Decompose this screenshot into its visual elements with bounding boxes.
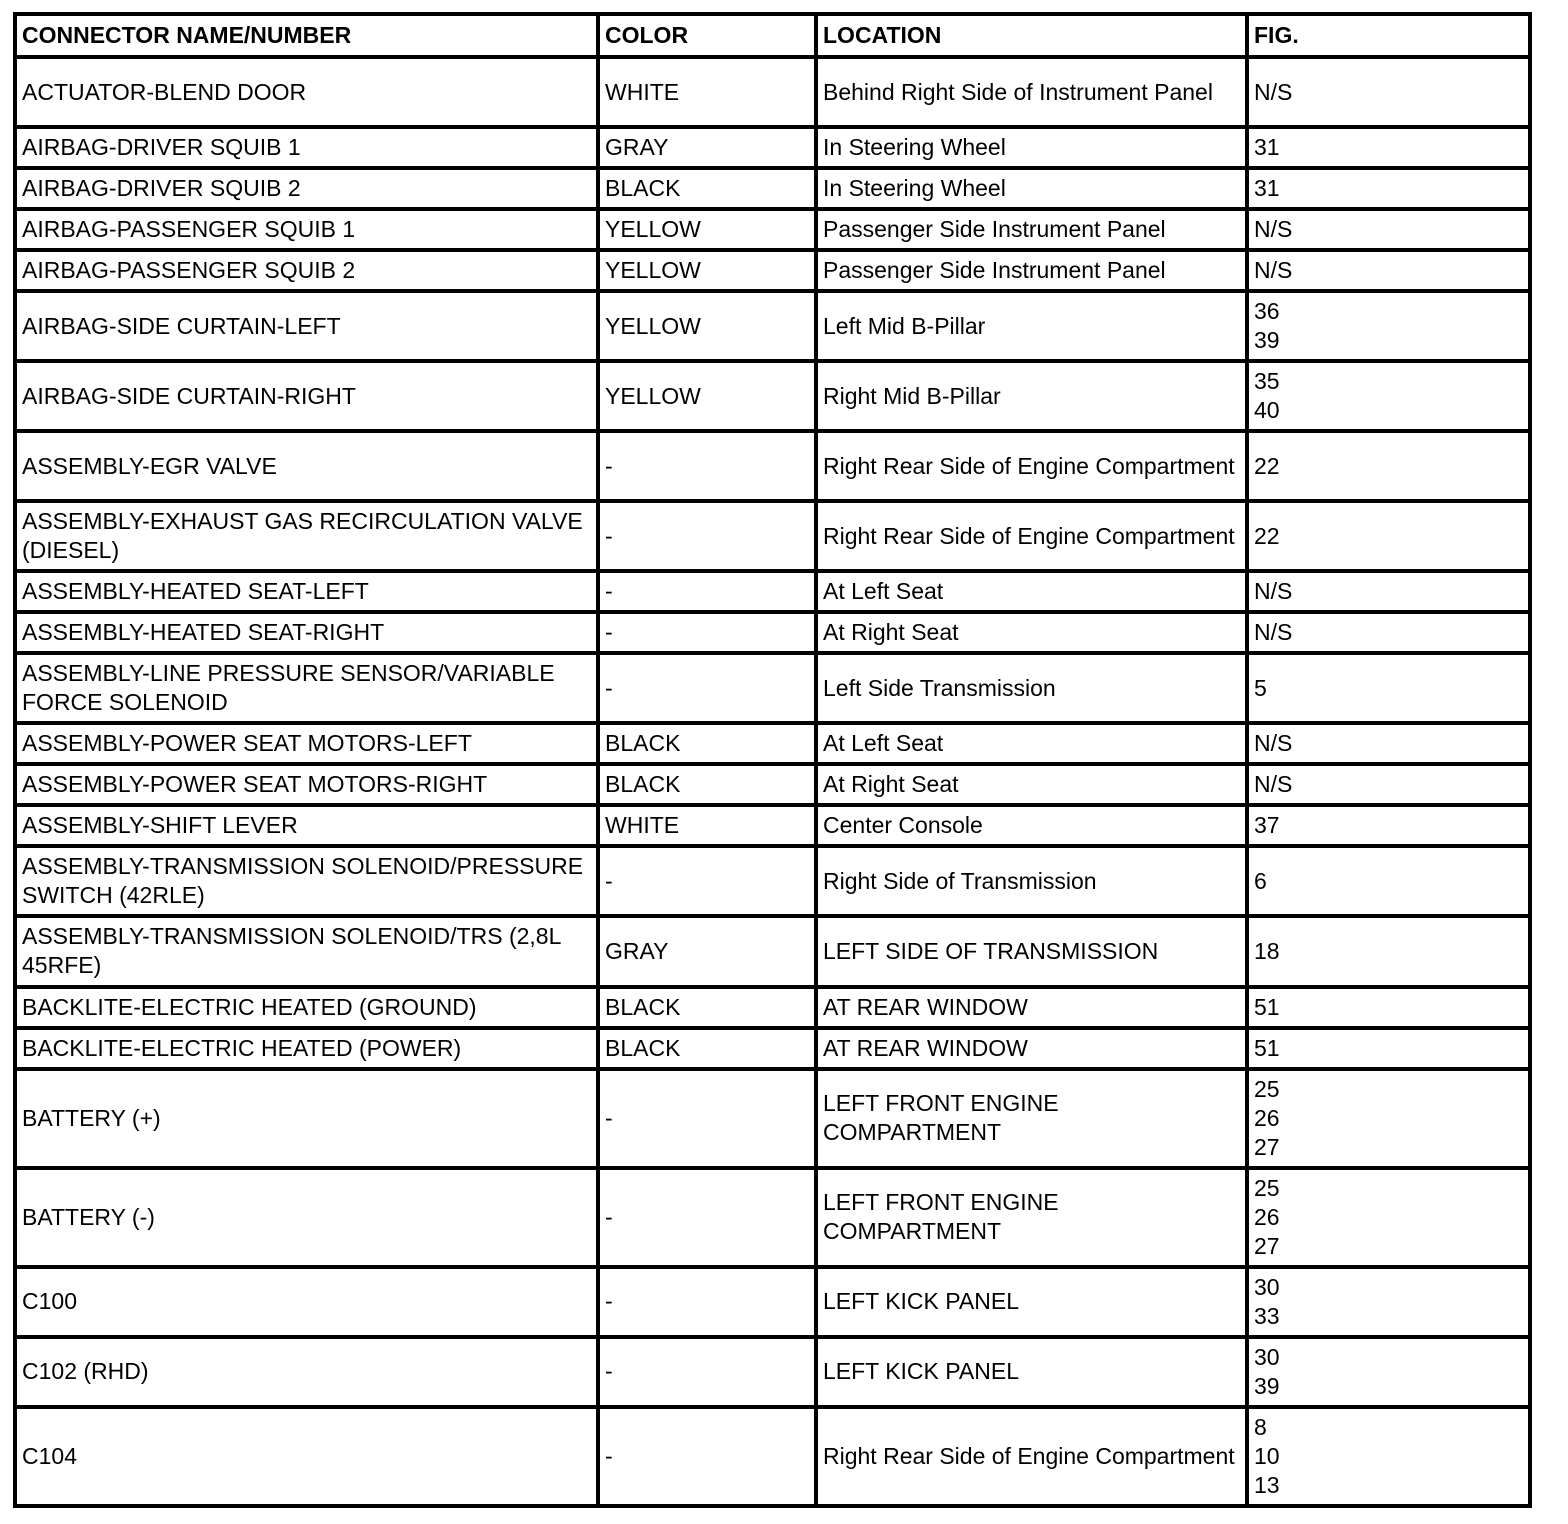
fig-cell: [1247, 571, 1530, 612]
location-cell: Left Side Transmission: [816, 653, 1247, 723]
color-cell: -: [598, 846, 816, 916]
color-cell: BLACK: [598, 987, 816, 1028]
fig-number: 26: [1254, 1104, 1280, 1131]
color-cell: GRAY: [598, 916, 816, 986]
connector-name-cell: AIRBAG-PASSENGER SQUIB 1: [15, 209, 598, 250]
fig-number: N/S: [1254, 730, 1293, 757]
fig-cell: [1247, 431, 1530, 501]
header-connector-name: CONNECTOR NAME/NUMBER: [15, 14, 598, 57]
fig-number: 18: [1254, 937, 1280, 964]
connector-name-cell: ASSEMBLY-SHIFT LEVER: [15, 805, 598, 846]
location-cell: Right Mid B-Pillar: [816, 361, 1247, 431]
fig-number: 26: [1254, 1203, 1280, 1230]
connector-name-cell: AIRBAG-DRIVER SQUIB 1: [15, 127, 598, 168]
fig-number: 25: [1254, 1075, 1280, 1102]
fig-number: 30: [1254, 1343, 1280, 1370]
location-cell: LEFT FRONT ENGINE COMPARTMENT: [816, 1069, 1247, 1168]
connector-name-cell: ASSEMBLY-LINE PRESSURE SENSOR/VARIABLE FORCE SOLENOID: [15, 653, 598, 723]
fig-number: 13: [1254, 1471, 1280, 1498]
color-cell: GRAY: [598, 127, 816, 168]
color-cell: BLACK: [598, 764, 816, 805]
fig-number: 22: [1254, 522, 1280, 549]
fig-cell: [1247, 805, 1530, 846]
table-row: [15, 653, 1530, 723]
fig-number: 51: [1254, 993, 1280, 1020]
location-cell: Right Rear Side of Engine Compartment: [816, 501, 1247, 571]
fig-number: 51: [1254, 1034, 1280, 1061]
color-cell: -: [598, 571, 816, 612]
location-cell: In Steering Wheel: [816, 127, 1247, 168]
table-row: [15, 1028, 1530, 1069]
location-cell: LEFT FRONT ENGINE COMPARTMENT: [816, 1168, 1247, 1267]
fig-cell: [1247, 1028, 1530, 1069]
fig-number: 31: [1254, 134, 1280, 161]
location-cell: AT REAR WINDOW: [816, 987, 1247, 1028]
fig-number: 22: [1254, 452, 1280, 479]
table-row: [15, 723, 1530, 764]
location-cell: Right Side of Transmission: [816, 846, 1247, 916]
fig-cell: [1247, 501, 1530, 571]
fig-number: 35: [1254, 368, 1280, 395]
fig-number: 37: [1254, 812, 1280, 839]
connector-name-cell: ASSEMBLY-POWER SEAT MOTORS-RIGHT: [15, 764, 598, 805]
fig-number: 39: [1254, 327, 1280, 354]
fig-cell: [1247, 168, 1530, 209]
table-row: [15, 431, 1530, 501]
fig-cell: [1247, 291, 1530, 361]
fig-cell: [1247, 916, 1530, 986]
color-cell: -: [598, 501, 816, 571]
connector-name-cell: ASSEMBLY-HEATED SEAT-LEFT: [15, 571, 598, 612]
fig-cell: [1247, 1069, 1530, 1168]
header-location: LOCATION: [816, 14, 1247, 57]
fig-number: 10: [1254, 1442, 1280, 1469]
connector-name-cell: AIRBAG-DRIVER SQUIB 2: [15, 168, 598, 209]
color-cell: -: [598, 653, 816, 723]
connector-name-cell: AIRBAG-SIDE CURTAIN-LEFT: [15, 291, 598, 361]
color-cell: -: [598, 612, 816, 653]
fig-cell: [1247, 1337, 1530, 1407]
connector-name-cell: C100: [15, 1267, 598, 1337]
color-cell: BLACK: [598, 168, 816, 209]
fig-cell: [1247, 846, 1530, 916]
table-row: [15, 1337, 1530, 1407]
fig-number: 27: [1254, 1232, 1280, 1259]
location-cell: At Right Seat: [816, 764, 1247, 805]
header-color: COLOR: [598, 14, 816, 57]
fig-number: 36: [1254, 298, 1280, 325]
connector-name-cell: BATTERY (+): [15, 1069, 598, 1168]
location-cell: In Steering Wheel: [816, 168, 1247, 209]
location-cell: Right Rear Side of Engine Compartment: [816, 1407, 1247, 1506]
fig-cell: [1247, 987, 1530, 1028]
table-row: [15, 291, 1530, 361]
connector-name-cell: ACTUATOR-BLEND DOOR: [15, 57, 598, 127]
table-row: [15, 361, 1530, 431]
header-row: [15, 14, 1530, 57]
fig-number: 6: [1254, 867, 1267, 894]
connector-table: [13, 12, 1532, 1508]
connector-name-cell: ASSEMBLY-TRANSMISSION SOLENOID/PRESSURE SWITCH (42RLE): [15, 846, 598, 916]
fig-number: 25: [1254, 1174, 1280, 1201]
location-cell: At Left Seat: [816, 723, 1247, 764]
location-cell: At Right Seat: [816, 612, 1247, 653]
fig-cell: [1247, 1267, 1530, 1337]
location-cell: Passenger Side Instrument Panel: [816, 209, 1247, 250]
table-row: [15, 1267, 1530, 1337]
connector-name-cell: AIRBAG-SIDE CURTAIN-RIGHT: [15, 361, 598, 431]
fig-number: 8: [1254, 1413, 1267, 1440]
location-cell: Passenger Side Instrument Panel: [816, 250, 1247, 291]
fig-number: N/S: [1254, 771, 1293, 798]
table-row: [15, 250, 1530, 291]
color-cell: YELLOW: [598, 209, 816, 250]
location-cell: LEFT SIDE OF TRANSMISSION: [816, 916, 1247, 986]
connector-name-cell: ASSEMBLY-POWER SEAT MOTORS-LEFT: [15, 723, 598, 764]
fig-number: 27: [1254, 1133, 1280, 1160]
table-row: [15, 209, 1530, 250]
connector-name-cell: ASSEMBLY-EXHAUST GAS RECIRCULATION VALVE (DIESEL): [15, 501, 598, 571]
connector-name-cell: BACKLITE-ELECTRIC HEATED (GROUND): [15, 987, 598, 1028]
table-row: [15, 501, 1530, 571]
location-cell: LEFT KICK PANEL: [816, 1337, 1247, 1407]
color-cell: YELLOW: [598, 361, 816, 431]
color-cell: -: [598, 1407, 816, 1506]
color-cell: YELLOW: [598, 291, 816, 361]
fig-number: 33: [1254, 1302, 1280, 1329]
fig-number: N/S: [1254, 216, 1293, 243]
color-cell: BLACK: [598, 723, 816, 764]
connector-name-cell: BACKLITE-ELECTRIC HEATED (POWER): [15, 1028, 598, 1069]
color-cell: -: [598, 431, 816, 501]
color-cell: WHITE: [598, 57, 816, 127]
fig-cell: [1247, 653, 1530, 723]
fig-cell: [1247, 1168, 1530, 1267]
fig-number: N/S: [1254, 78, 1293, 105]
fig-number: N/S: [1254, 257, 1293, 284]
fig-number: 5: [1254, 674, 1267, 701]
connector-name-cell: BATTERY (-): [15, 1168, 598, 1267]
table-row: [15, 168, 1530, 209]
fig-number: 39: [1254, 1372, 1280, 1399]
location-cell: AT REAR WINDOW: [816, 1028, 1247, 1069]
table-row: [15, 1168, 1530, 1267]
fig-cell: [1247, 250, 1530, 291]
table-row: [15, 916, 1530, 986]
table-row: [15, 1407, 1530, 1506]
connector-name-cell: ASSEMBLY-HEATED SEAT-RIGHT: [15, 612, 598, 653]
fig-cell: [1247, 127, 1530, 168]
color-cell: -: [598, 1267, 816, 1337]
connector-name-cell: ASSEMBLY-TRANSMISSION SOLENOID/TRS (2,8L 45RFE): [15, 916, 598, 986]
connector-name-cell: C104: [15, 1407, 598, 1506]
fig-cell: [1247, 57, 1530, 127]
location-cell: LEFT KICK PANEL: [816, 1267, 1247, 1337]
location-cell: Right Rear Side of Engine Compartment: [816, 431, 1247, 501]
header-fig: FIG.: [1247, 14, 1530, 57]
fig-cell: [1247, 209, 1530, 250]
color-cell: YELLOW: [598, 250, 816, 291]
table-row: [15, 1069, 1530, 1168]
fig-cell: [1247, 764, 1530, 805]
table-row: [15, 764, 1530, 805]
connector-name-cell: ASSEMBLY-EGR VALVE: [15, 431, 598, 501]
fig-number: N/S: [1254, 578, 1293, 605]
location-cell: Behind Right Side of Instrument Panel: [816, 57, 1247, 127]
table-row: [15, 805, 1530, 846]
table-row: [15, 127, 1530, 168]
location-cell: At Left Seat: [816, 571, 1247, 612]
fig-cell: [1247, 723, 1530, 764]
fig-cell: [1247, 361, 1530, 431]
table-row: [15, 57, 1530, 127]
connector-name-cell: AIRBAG-PASSENGER SQUIB 2: [15, 250, 598, 291]
fig-number: 40: [1254, 397, 1280, 424]
fig-cell: [1247, 612, 1530, 653]
color-cell: WHITE: [598, 805, 816, 846]
location-cell: Left Mid B-Pillar: [816, 291, 1247, 361]
fig-number: N/S: [1254, 619, 1293, 646]
location-cell: Center Console: [816, 805, 1247, 846]
fig-number: 31: [1254, 175, 1280, 202]
table-row: [15, 571, 1530, 612]
connector-name-cell: C102 (RHD): [15, 1337, 598, 1407]
table-row: [15, 612, 1530, 653]
color-cell: -: [598, 1168, 816, 1267]
color-cell: -: [598, 1337, 816, 1407]
color-cell: -: [598, 1069, 816, 1168]
table-row: [15, 846, 1530, 916]
color-cell: BLACK: [598, 1028, 816, 1069]
table-row: [15, 987, 1530, 1028]
fig-cell: [1247, 1407, 1530, 1506]
fig-number: 30: [1254, 1273, 1280, 1300]
